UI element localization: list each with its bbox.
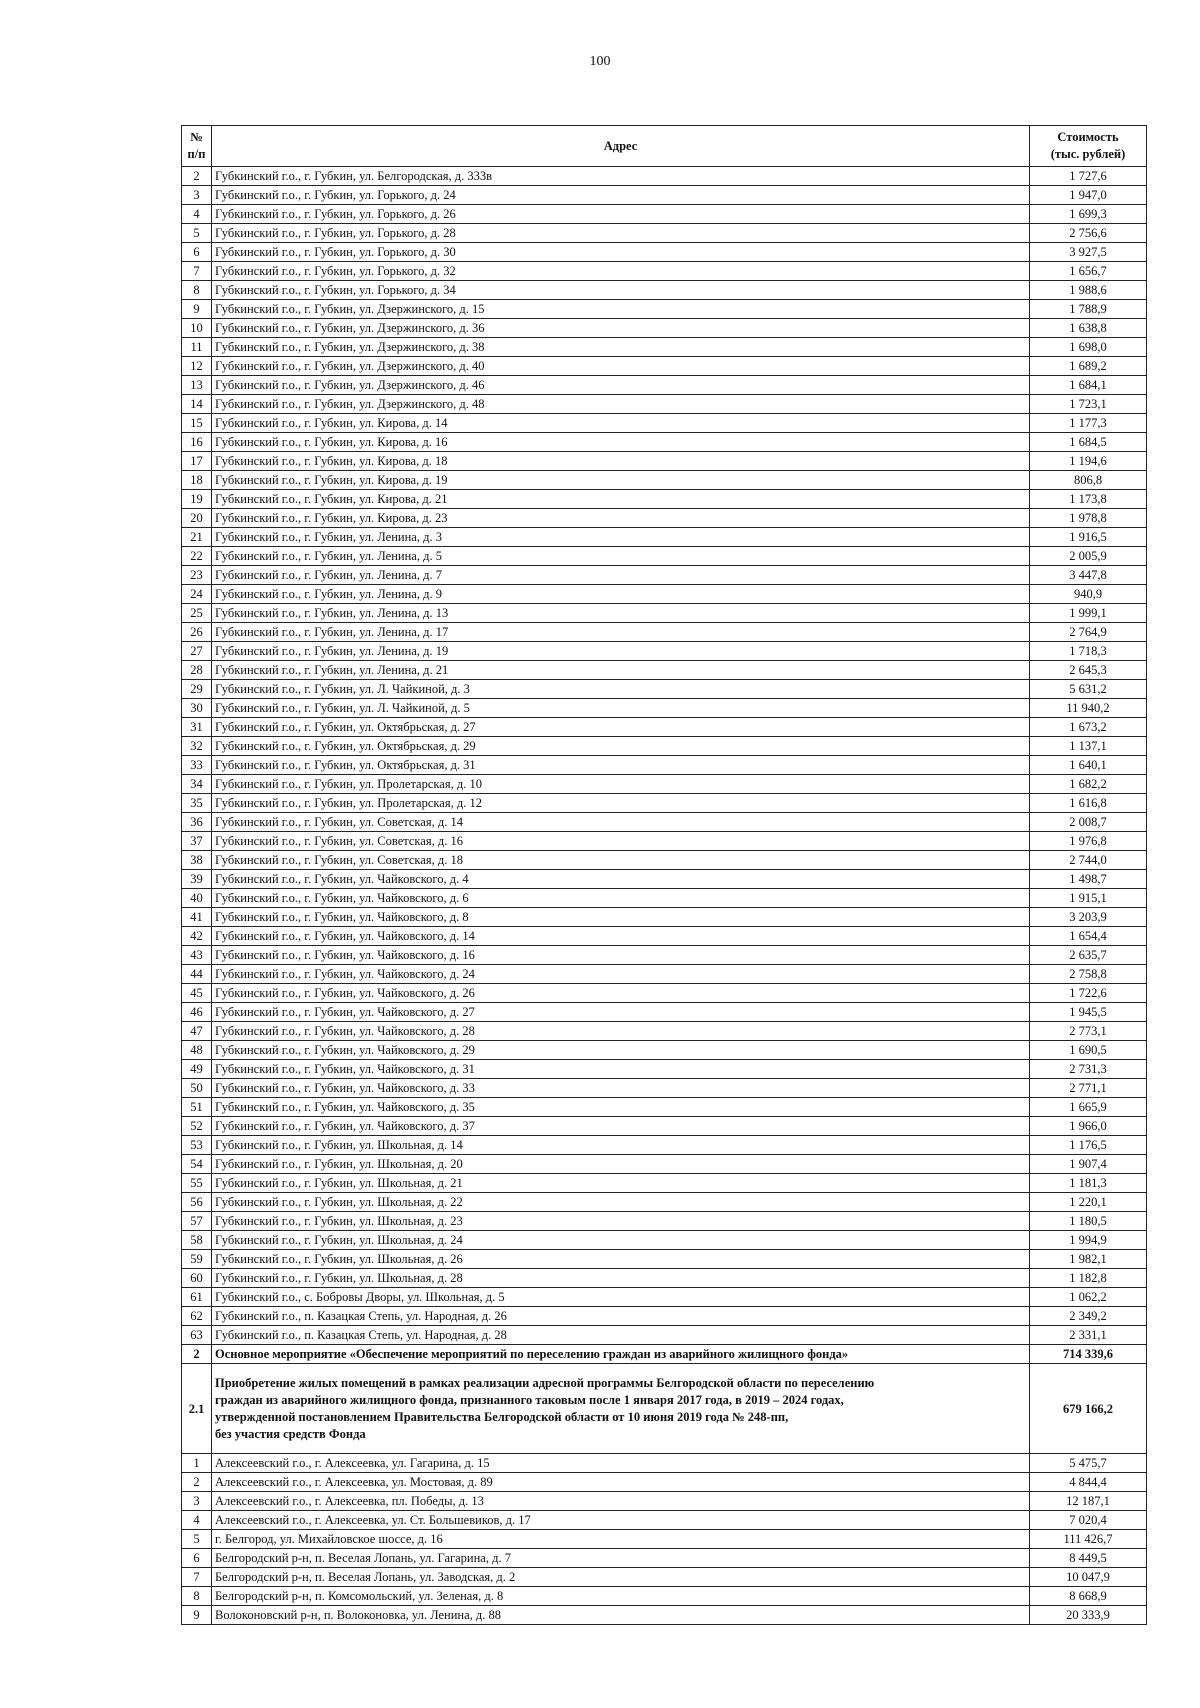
row-cost: 2 005,9	[1030, 547, 1147, 566]
table-row	[182, 832, 1147, 851]
table-row	[182, 566, 1147, 585]
row-num: 41	[182, 908, 212, 927]
row-cost: 1 616,8	[1030, 794, 1147, 813]
row-address: Губкинский г.о., г. Губкин, ул. Горького, д. 32	[212, 262, 1030, 281]
row-num: 23	[182, 566, 212, 585]
table-row	[182, 281, 1147, 300]
row-cost: 1 988,6	[1030, 281, 1147, 300]
row-cost: 3 927,5	[1030, 243, 1147, 262]
row-address: Губкинский г.о., г. Губкин, ул. Кирова, д. 19	[212, 471, 1030, 490]
row-address: Губкинский г.о., г. Губкин, ул. Белгородская, д. 333в	[212, 167, 1030, 186]
row-address: Волоконовский р-н, п. Волоконовка, ул. Ленина, д. 88	[212, 1606, 1030, 1625]
row-cost: 1 699,3	[1030, 205, 1147, 224]
table-row	[182, 1117, 1147, 1136]
row-num: 62	[182, 1307, 212, 1326]
row-address: Губкинский г.о., г. Губкин, ул. Чайковского, д. 6	[212, 889, 1030, 908]
table-row	[182, 224, 1147, 243]
row-num: 46	[182, 1003, 212, 1022]
row-cost: 2 008,7	[1030, 813, 1147, 832]
row-address: Губкинский г.о., г. Губкин, ул. Дзержинского, д. 15	[212, 300, 1030, 319]
table-row	[182, 414, 1147, 433]
row-num: 20	[182, 509, 212, 528]
row-cost: 2 744,0	[1030, 851, 1147, 870]
row-num: 51	[182, 1098, 212, 1117]
row-num: 3	[182, 1492, 212, 1511]
row-cost: 1 916,5	[1030, 528, 1147, 547]
table-row	[182, 585, 1147, 604]
row-address: Губкинский г.о., г. Губкин, ул. Ленина, д. 17	[212, 623, 1030, 642]
row-cost: 1 062,2	[1030, 1288, 1147, 1307]
row-num: 2.1	[182, 1364, 212, 1454]
row-cost: 2 756,6	[1030, 224, 1147, 243]
row-address: Губкинский г.о., г. Губкин, ул. Чайковского, д. 37	[212, 1117, 1030, 1136]
table-row	[182, 205, 1147, 224]
row-num: 8	[182, 1587, 212, 1606]
table-row	[182, 547, 1147, 566]
row-address: Губкинский г.о., г. Губкин, ул. Школьная, д. 14	[212, 1136, 1030, 1155]
row-address: Губкинский г.о., г. Губкин, ул. Октябрьская, д. 31	[212, 756, 1030, 775]
row-num: 29	[182, 680, 212, 699]
row-cost: 12 187,1	[1030, 1492, 1147, 1511]
row-address: Губкинский г.о., г. Губкин, ул. Кирова, д. 23	[212, 509, 1030, 528]
row-num: 37	[182, 832, 212, 851]
table-row	[182, 984, 1147, 1003]
row-num: 44	[182, 965, 212, 984]
table-row	[182, 965, 1147, 984]
row-num: 39	[182, 870, 212, 889]
row-num: 61	[182, 1288, 212, 1307]
row-address: Губкинский г.о., г. Губкин, ул. Дзержинского, д. 48	[212, 395, 1030, 414]
row-cost: 20 333,9	[1030, 1606, 1147, 1625]
row-num: 34	[182, 775, 212, 794]
table-row	[182, 490, 1147, 509]
row-num: 19	[182, 490, 212, 509]
row-cost: 11 940,2	[1030, 699, 1147, 718]
row-address: Губкинский г.о., г. Губкин, ул. Горького, д. 24	[212, 186, 1030, 205]
header-address: Адрес	[212, 126, 1030, 167]
row-num: 43	[182, 946, 212, 965]
row-cost: 1 945,5	[1030, 1003, 1147, 1022]
table-row	[182, 243, 1147, 262]
row-address: Губкинский г.о., г. Губкин, ул. Школьная, д. 20	[212, 1155, 1030, 1174]
table-row	[182, 1288, 1147, 1307]
row-address: Губкинский г.о., г. Губкин, ул. Чайковского, д. 24	[212, 965, 1030, 984]
row-address: Губкинский г.о., г. Губкин, ул. Школьная, д. 28	[212, 1269, 1030, 1288]
row-num: 47	[182, 1022, 212, 1041]
row-num: 59	[182, 1250, 212, 1269]
table-row	[182, 186, 1147, 205]
row-address: Губкинский г.о., г. Губкин, ул. Школьная, д. 24	[212, 1231, 1030, 1250]
row-address: Приобретение жилых помещений в рамках реализации адресной программы Белгородской области по переселению граждан из аварийного жилищного фонда, признанного таковым после 1 января 2017 года, в 2019 – 2024 годах, утвержденной постановлением Правительства Белгородской области от 10 июня 2019 года № 248-пп, без участия средств Фонда	[212, 1364, 1030, 1454]
row-cost: 1 907,4	[1030, 1155, 1147, 1174]
table-row	[182, 1060, 1147, 1079]
row-num: 35	[182, 794, 212, 813]
row-address: Губкинский г.о., г. Губкин, ул. Советская, д. 18	[212, 851, 1030, 870]
row-cost: 1 684,1	[1030, 376, 1147, 395]
row-address: Губкинский г.о., с. Бобровы Дворы, ул. Школьная, д. 5	[212, 1288, 1030, 1307]
table-row	[182, 433, 1147, 452]
row-cost: 3 203,9	[1030, 908, 1147, 927]
table-row	[182, 1511, 1147, 1530]
table-row	[182, 1041, 1147, 1060]
row-num: 14	[182, 395, 212, 414]
row-address: Губкинский г.о., г. Губкин, ул. Горького, д. 26	[212, 205, 1030, 224]
row-cost: 2 331,1	[1030, 1326, 1147, 1345]
row-cost: 1 982,1	[1030, 1250, 1147, 1269]
row-cost: 1 698,0	[1030, 338, 1147, 357]
table-row	[182, 1492, 1147, 1511]
row-cost: 1 682,2	[1030, 775, 1147, 794]
row-num: 2	[182, 1473, 212, 1492]
row-cost: 1 723,1	[1030, 395, 1147, 414]
row-address: Губкинский г.о., г. Губкин, ул. Горького, д. 30	[212, 243, 1030, 262]
row-cost: 1 689,2	[1030, 357, 1147, 376]
row-address: Белгородский р-н, п. Веселая Лопань, ул. Гагарина, д. 7	[212, 1549, 1030, 1568]
row-num: 45	[182, 984, 212, 1003]
row-address: Губкинский г.о., г. Губкин, ул. Дзержинского, д. 38	[212, 338, 1030, 357]
header-num: № п/п	[182, 126, 212, 167]
table-row	[182, 908, 1147, 927]
row-cost: 3 447,8	[1030, 566, 1147, 585]
row-num: 4	[182, 205, 212, 224]
table-row	[182, 699, 1147, 718]
row-address: Губкинский г.о., г. Губкин, ул. Ленина, д. 7	[212, 566, 1030, 585]
row-cost: 1 640,1	[1030, 756, 1147, 775]
row-address: Губкинский г.о., г. Губкин, ул. Школьная, д. 22	[212, 1193, 1030, 1212]
row-num: 31	[182, 718, 212, 737]
address-cost-table	[181, 125, 1147, 1625]
row-cost: 1 788,9	[1030, 300, 1147, 319]
row-num: 49	[182, 1060, 212, 1079]
row-cost: 714 339,6	[1030, 1345, 1147, 1364]
row-num: 9	[182, 1606, 212, 1625]
row-cost: 2 349,2	[1030, 1307, 1147, 1326]
row-num: 11	[182, 338, 212, 357]
table-row	[182, 623, 1147, 642]
row-address: Губкинский г.о., г. Губкин, ул. Горького, д. 28	[212, 224, 1030, 243]
row-num: 10	[182, 319, 212, 338]
row-num: 5	[182, 224, 212, 243]
table-row	[182, 927, 1147, 946]
table-row	[182, 1231, 1147, 1250]
row-num: 58	[182, 1231, 212, 1250]
row-address: Губкинский г.о., г. Губкин, ул. Л. Чайкиной, д. 5	[212, 699, 1030, 718]
table-row	[182, 471, 1147, 490]
table-row	[182, 813, 1147, 832]
row-address: Губкинский г.о., г. Губкин, ул. Л. Чайкиной, д. 3	[212, 680, 1030, 699]
page-number: 100	[589, 54, 611, 69]
row-cost: 679 166,2	[1030, 1364, 1147, 1454]
row-num: 57	[182, 1212, 212, 1231]
row-num: 55	[182, 1174, 212, 1193]
row-address: Губкинский г.о., г. Губкин, ул. Чайковского, д. 29	[212, 1041, 1030, 1060]
row-num: 56	[182, 1193, 212, 1212]
row-num: 16	[182, 433, 212, 452]
row-cost: 2 635,7	[1030, 946, 1147, 965]
row-num: 7	[182, 262, 212, 281]
table-row	[182, 737, 1147, 756]
row-address: Губкинский г.о., г. Губкин, ул. Октябрьская, д. 27	[212, 718, 1030, 737]
row-cost: 2 773,1	[1030, 1022, 1147, 1041]
row-address: Губкинский г.о., г. Губкин, ул. Пролетарская, д. 10	[212, 775, 1030, 794]
row-num: 2	[182, 1345, 212, 1364]
row-cost: 10 047,9	[1030, 1568, 1147, 1587]
row-address: Губкинский г.о., г. Губкин, ул. Ленина, д. 9	[212, 585, 1030, 604]
row-num: 38	[182, 851, 212, 870]
row-address: Алексеевский г.о., г. Алексеевка, пл. Победы, д. 13	[212, 1492, 1030, 1511]
row-address: Губкинский г.о., г. Губкин, ул. Ленина, д. 3	[212, 528, 1030, 547]
table-row	[182, 300, 1147, 319]
row-address: Губкинский г.о., г. Губкин, ул. Дзержинского, д. 46	[212, 376, 1030, 395]
row-num: 28	[182, 661, 212, 680]
row-address: Алексеевский г.о., г. Алексеевка, ул. Гагарина, д. 15	[212, 1454, 1030, 1473]
row-address: Губкинский г.о., г. Губкин, ул. Ленина, д. 5	[212, 547, 1030, 566]
row-address: Губкинский г.о., г. Губкин, ул. Чайковского, д. 4	[212, 870, 1030, 889]
header-cost: Стоимость (тыс. рублей)	[1030, 126, 1147, 167]
row-address: Губкинский г.о., г. Губкин, ул. Ленина, д. 19	[212, 642, 1030, 661]
row-cost: 7 020,4	[1030, 1511, 1147, 1530]
table-row	[182, 604, 1147, 623]
row-cost: 1 182,8	[1030, 1269, 1147, 1288]
row-address: Белгородский р-н, п. Комсомольский, ул. Зеленая, д. 8	[212, 1587, 1030, 1606]
row-cost: 1 978,8	[1030, 509, 1147, 528]
row-num: 21	[182, 528, 212, 547]
row-cost: 1 498,7	[1030, 870, 1147, 889]
table-row	[182, 1587, 1147, 1606]
row-address: Губкинский г.о., г. Губкин, ул. Чайковского, д. 31	[212, 1060, 1030, 1079]
row-cost: 1 966,0	[1030, 1117, 1147, 1136]
row-cost: 1 999,1	[1030, 604, 1147, 623]
table-header-row	[182, 126, 1147, 167]
row-num: 18	[182, 471, 212, 490]
row-address: Губкинский г.о., г. Губкин, ул. Ленина, д. 21	[212, 661, 1030, 680]
table-body	[182, 167, 1147, 1625]
table-row	[182, 319, 1147, 338]
table-row	[182, 661, 1147, 680]
table-row	[182, 1345, 1147, 1364]
row-address: Губкинский г.о., г. Губкин, ул. Советская, д. 16	[212, 832, 1030, 851]
row-num: 24	[182, 585, 212, 604]
row-address: Губкинский г.о., г. Губкин, ул. Кирова, д. 14	[212, 414, 1030, 433]
row-address: Губкинский г.о., г. Губкин, ул. Советская, д. 14	[212, 813, 1030, 832]
row-num: 1	[182, 1454, 212, 1473]
row-address: Губкинский г.о., г. Губкин, ул. Школьная, д. 23	[212, 1212, 1030, 1231]
table-row	[182, 338, 1147, 357]
row-num: 9	[182, 300, 212, 319]
row-num: 53	[182, 1136, 212, 1155]
row-cost: 8 449,5	[1030, 1549, 1147, 1568]
row-num: 60	[182, 1269, 212, 1288]
table-row	[182, 1155, 1147, 1174]
row-cost: 1 673,2	[1030, 718, 1147, 737]
row-cost: 1 656,7	[1030, 262, 1147, 281]
row-num: 50	[182, 1079, 212, 1098]
row-address: Губкинский г.о., г. Губкин, ул. Чайковского, д. 14	[212, 927, 1030, 946]
table-row	[182, 1174, 1147, 1193]
row-cost: 1 665,9	[1030, 1098, 1147, 1117]
row-num: 52	[182, 1117, 212, 1136]
row-cost: 2 771,1	[1030, 1079, 1147, 1098]
row-num: 17	[182, 452, 212, 471]
row-cost: 940,9	[1030, 585, 1147, 604]
table-row	[182, 870, 1147, 889]
table-row	[182, 1326, 1147, 1345]
row-cost: 1 718,3	[1030, 642, 1147, 661]
table-row	[182, 1549, 1147, 1568]
row-cost: 2 764,9	[1030, 623, 1147, 642]
row-address: Губкинский г.о., г. Губкин, ул. Дзержинского, д. 40	[212, 357, 1030, 376]
table-row	[182, 1250, 1147, 1269]
row-address: Губкинский г.о., г. Губкин, ул. Чайковского, д. 16	[212, 946, 1030, 965]
row-cost: 5 475,7	[1030, 1454, 1147, 1473]
row-cost: 1 994,9	[1030, 1231, 1147, 1250]
row-cost: 2 758,8	[1030, 965, 1147, 984]
table-row	[182, 1022, 1147, 1041]
row-address: Губкинский г.о., г. Губкин, ул. Чайковского, д. 28	[212, 1022, 1030, 1041]
table-row	[182, 946, 1147, 965]
row-num: 54	[182, 1155, 212, 1174]
row-cost: 1 137,1	[1030, 737, 1147, 756]
table-row	[182, 452, 1147, 471]
row-cost: 1 173,8	[1030, 490, 1147, 509]
row-cost: 5 631,2	[1030, 680, 1147, 699]
table-row	[182, 357, 1147, 376]
row-cost: 8 668,9	[1030, 1587, 1147, 1606]
row-address: Губкинский г.о., г. Губкин, ул. Чайковского, д. 35	[212, 1098, 1030, 1117]
row-cost: 1 220,1	[1030, 1193, 1147, 1212]
row-cost: 1 176,5	[1030, 1136, 1147, 1155]
table-row	[182, 680, 1147, 699]
row-cost: 2 731,3	[1030, 1060, 1147, 1079]
table-row	[182, 1098, 1147, 1117]
row-num: 27	[182, 642, 212, 661]
row-address: Губкинский г.о., г. Губкин, ул. Ленина, д. 13	[212, 604, 1030, 623]
row-num: 33	[182, 756, 212, 775]
table-row	[182, 1193, 1147, 1212]
table-row	[182, 775, 1147, 794]
table-row	[182, 395, 1147, 414]
row-cost: 1 976,8	[1030, 832, 1147, 851]
table-row	[182, 1212, 1147, 1231]
table-row	[182, 1307, 1147, 1326]
row-num: 25	[182, 604, 212, 623]
row-address: Алексеевский г.о., г. Алексеевка, ул. Ст. Большевиков, д. 17	[212, 1511, 1030, 1530]
row-address: Губкинский г.о., г. Губкин, ул. Чайковского, д. 26	[212, 984, 1030, 1003]
table-row	[182, 794, 1147, 813]
table-row	[182, 1364, 1147, 1454]
row-num: 6	[182, 1549, 212, 1568]
row-address: Губкинский г.о., г. Губкин, ул. Чайковского, д. 8	[212, 908, 1030, 927]
table-row	[182, 167, 1147, 186]
row-address: г. Белгород, ул. Михайловское шоссе, д. 16	[212, 1530, 1030, 1549]
row-num: 8	[182, 281, 212, 300]
row-address: Губкинский г.о., г. Губкин, ул. Кирова, д. 18	[212, 452, 1030, 471]
row-address: Губкинский г.о., г. Губкин, ул. Дзержинского, д. 36	[212, 319, 1030, 338]
table-row	[182, 262, 1147, 281]
row-address: Губкинский г.о., п. Казацкая Степь, ул. Народная, д. 28	[212, 1326, 1030, 1345]
row-num: 15	[182, 414, 212, 433]
table-row	[182, 1269, 1147, 1288]
row-cost: 1 177,3	[1030, 414, 1147, 433]
row-cost: 1 654,4	[1030, 927, 1147, 946]
row-num: 30	[182, 699, 212, 718]
row-cost: 1 181,3	[1030, 1174, 1147, 1193]
table-row	[182, 1530, 1147, 1549]
row-address: Губкинский г.о., п. Казацкая Степь, ул. Народная, д. 26	[212, 1307, 1030, 1326]
table-row	[182, 889, 1147, 908]
table-row	[182, 1454, 1147, 1473]
table-row	[182, 528, 1147, 547]
row-num: 12	[182, 357, 212, 376]
row-cost: 111 426,7	[1030, 1530, 1147, 1549]
table-row	[182, 718, 1147, 737]
row-num: 63	[182, 1326, 212, 1345]
row-address: Губкинский г.о., г. Губкин, ул. Школьная, д. 26	[212, 1250, 1030, 1269]
row-cost: 806,8	[1030, 471, 1147, 490]
row-num: 2	[182, 167, 212, 186]
row-num: 48	[182, 1041, 212, 1060]
table-row	[182, 1136, 1147, 1155]
row-address: Алексеевский г.о., г. Алексеевка, ул. Мостовая, д. 89	[212, 1473, 1030, 1492]
row-num: 40	[182, 889, 212, 908]
row-cost: 1 180,5	[1030, 1212, 1147, 1231]
row-num: 5	[182, 1530, 212, 1549]
row-address: Основное мероприятие «Обеспечение мероприятий по переселению граждан из аварийного жилищного фонда»	[212, 1345, 1030, 1364]
row-address: Белгородский р-н, п. Веселая Лопань, ул. Заводская, д. 2	[212, 1568, 1030, 1587]
row-cost: 2 645,3	[1030, 661, 1147, 680]
row-address: Губкинский г.о., г. Губкин, ул. Кирова, д. 21	[212, 490, 1030, 509]
table-row	[182, 642, 1147, 661]
table-row	[182, 1606, 1147, 1625]
table-row	[182, 1568, 1147, 1587]
table-row	[182, 1003, 1147, 1022]
row-num: 42	[182, 927, 212, 946]
row-cost: 1 727,6	[1030, 167, 1147, 186]
table-row	[182, 756, 1147, 775]
table-row	[182, 851, 1147, 870]
row-num: 22	[182, 547, 212, 566]
row-cost: 1 638,8	[1030, 319, 1147, 338]
row-address: Губкинский г.о., г. Губкин, ул. Пролетарская, д. 12	[212, 794, 1030, 813]
row-cost: 1 690,5	[1030, 1041, 1147, 1060]
row-cost: 1 684,5	[1030, 433, 1147, 452]
row-num: 36	[182, 813, 212, 832]
row-cost: 4 844,4	[1030, 1473, 1147, 1492]
table-row	[182, 1473, 1147, 1492]
row-cost: 1 722,6	[1030, 984, 1147, 1003]
table-row	[182, 1079, 1147, 1098]
table-row	[182, 509, 1147, 528]
row-address: Губкинский г.о., г. Губкин, ул. Октябрьская, д. 29	[212, 737, 1030, 756]
row-address: Губкинский г.о., г. Губкин, ул. Чайковского, д. 27	[212, 1003, 1030, 1022]
row-address: Губкинский г.о., г. Губкин, ул. Кирова, д. 16	[212, 433, 1030, 452]
table-row	[182, 376, 1147, 395]
row-cost: 1 194,6	[1030, 452, 1147, 471]
row-address: Губкинский г.о., г. Губкин, ул. Чайковского, д. 33	[212, 1079, 1030, 1098]
row-address: Губкинский г.о., г. Губкин, ул. Школьная, д. 21	[212, 1174, 1030, 1193]
row-num: 3	[182, 186, 212, 205]
row-num: 32	[182, 737, 212, 756]
row-num: 26	[182, 623, 212, 642]
row-cost: 1 915,1	[1030, 889, 1147, 908]
row-cost: 1 947,0	[1030, 186, 1147, 205]
row-num: 13	[182, 376, 212, 395]
row-num: 4	[182, 1511, 212, 1530]
row-address: Губкинский г.о., г. Губкин, ул. Горького, д. 34	[212, 281, 1030, 300]
row-num: 7	[182, 1568, 212, 1587]
row-num: 6	[182, 243, 212, 262]
